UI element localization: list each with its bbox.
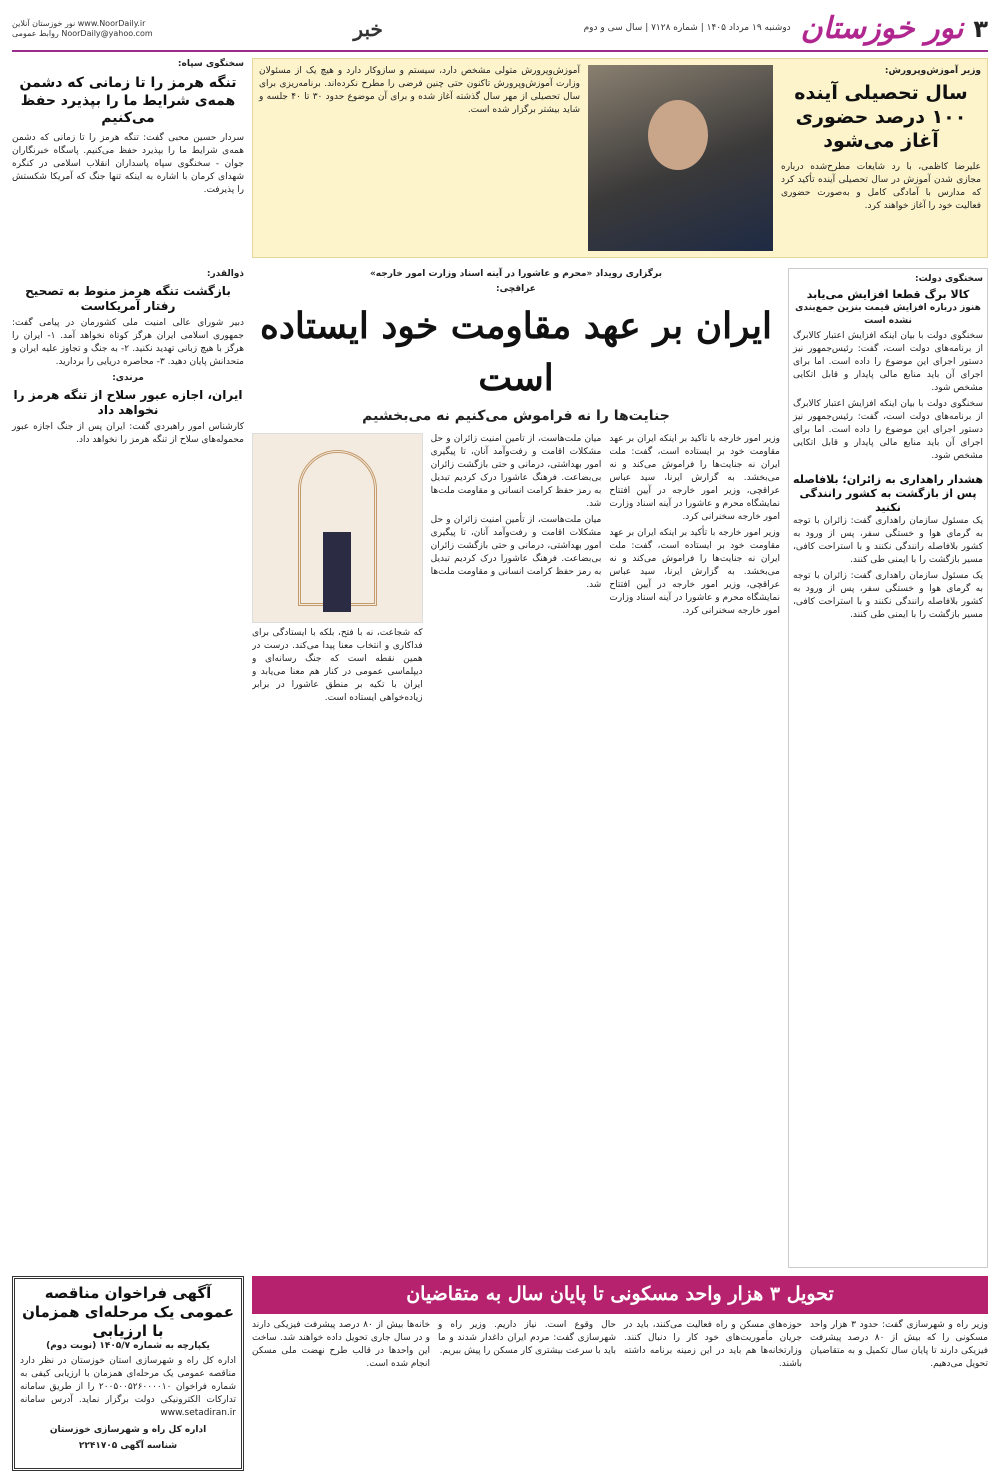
education-article [252, 58, 988, 258]
article-body: وزیر امور خارجه با تأکید بر اینکه ایران بر عهد مقاومت خود بر ایستاده است، گفت: ملت ایران نه جنایت‌ها را فراموش می‌کند و نه می‌بخشد. به گزارش ایرنا، سید عباس عراقچی، وزیر امور خارجه در آیین افتتاح نمایشگاه محرم و عاشورا در آینه اسناد وزارت امور خارجه سخنرانی کرد. [609, 528, 780, 617]
main-article [252, 268, 780, 1268]
section-title: خبر [353, 16, 383, 41]
top-row [12, 58, 988, 258]
article-body: میان ملت‌هاست، از تأمین امنیت زائران و حل مشکلات اقامت و رفت‌وآمد آنان، تا پیگیری امور بهداشتی، درمانی و حتی بازگشت زائران بی‌بضاعت. فرهنگ عاشورا درک کردیم تبدیل به رمز حفظ کرامت انسانی و مقاومت ملت‌ها شد. [430, 433, 602, 509]
article-kicker: ذوالقدر: [206, 269, 244, 279]
minister-photo [588, 65, 773, 251]
article-body: میان ملت‌هاست، از تأمین امنیت زائران و حل مشکلات اقامت و رفت‌وآمد آنان، تا پیگیری امور بهداشتی، درمانی و حتی بازگشت زائران بی‌بضاعت. فرهنگ عاشورا درک کردیم تبدیل به رمز حفظ کرامت انسانی و مقاومت ملت‌ها شد. [430, 515, 602, 591]
article-body: سخنگوی دولت با بیان اینکه افزایش اعتبار کالابرگ از برنامه‌های دولت است، گفت: رئیس‌جمهور نیز دستور اجرای این موضوع را داده است. اما برای اجرای آن باید منابع مالی پایدار و قابل اتکایی مشخص شود. [793, 399, 983, 462]
ad-body: اداره کل راه و شهرسازی استان خوزستان در نظر دارد مناقصه عمومی یک مرحله‌ای همزمان با ارزیابی کیفی به شماره فراخوان ۲۰۰۵۰۰۵۲۶۰۰۰۰۱۰ را از طریق سامانه تدارکات الکترونیکی دولت برگزار نماید. آدرس سامانه www.setadiran.ir [20, 1356, 236, 1419]
housing-article [252, 1276, 988, 1471]
article-kicker: سخنگوی دولت: [915, 274, 983, 284]
article-lead: علیرضا کاظمی، با رد شایعات مطرح‌شده درباره مجازی شدن آموزش در سال تحصیلی آینده تأکید کرد که مدارس با آمادگی کامل و به‌صورت حضوری فعالیت خود را آغاز خواهند کرد. [781, 162, 981, 212]
website-link[interactable]: نور خوزستان آنلاین www.NoorDaily.ir [12, 18, 146, 28]
middle-section [12, 268, 988, 1268]
article-body: حوزه‌های مسکن و راه فعالیت می‌کنند، باید در جریان مأموریت‌های خود کار را دنبال کنند. وزارتخانه‌ها هم باید در این زمینه برنامه داشته باشند. [624, 1319, 802, 1369]
article-body: سخنگوی دولت با بیان اینکه افزایش اعتبار کالابرگ از برنامه‌های دولت است، گفت: رئیس‌جمهور نیز دستور اجرای این موضوع را داده است. اما برای اجرای آن باید منابع مالی پایدار و قابل اتکایی مشخص شود. [793, 330, 983, 394]
article-body: سردار حسین محبی گفت: تنگه هرمز را تا زمانی که دشمن همه‌ی شرایط ما را بپذیرد حفظ می‌کنیم. پاسگاه خبرنگاران جوان - سخنگوی سپاه پاسداران انقلاب اسلامی در کنگره شهدای کرمان با اشاره به اینکه تنها جنگ که آمریکا شکستش را پذیرفت. [12, 132, 244, 195]
article-headline[interactable]: ایران، اجازه عبور سلاح از تنگه هرمز را نخواهد داد [13, 388, 243, 418]
article-kicker: وزیر آموزش‌وپرورش: [884, 66, 981, 76]
bottom-section [12, 1276, 988, 1471]
page-number: ۳ [973, 14, 988, 43]
article-headline[interactable]: هشدار راهداری به زائران؛ بلافاصله پس از بازگشت به کشور رانندگی نکنید [793, 473, 983, 514]
article-kicker: سخنگوی سپاه: [177, 59, 244, 69]
article-body: که شجاعت، نه با فتح، بلکه با ایستادگی برای فداکاری و انتخاب معنا پیدا می‌کند. درست در همین نقطه است که جنگ رسانه‌ای و دیپلماسی عمومی در کنار هم معنا می‌یابد و ایران با تکیه بر منطق عاشورا در برابر زیاده‌خواهی ایستاده است. [252, 627, 423, 703]
main-headline[interactable]: ایران بر عهد مقاومت خود ایستاده است [259, 305, 773, 400]
article-body: حال وقوع است. نیاز داریم. وزیر راه و شهرسازی گفت: مردم ایران داغدار شدند و ما باید با سرعت بیشتری کار مسکن را پیش ببریم. [438, 1319, 616, 1356]
article-headline[interactable]: تنگه هرمز را تا زمانی که دشمن همه‌ی شرایط ما را بپذیرد حفظ می‌کنیم [19, 75, 237, 127]
article-headline[interactable]: بازگشت تنگه هرمز منوط به تصحیح رفتار آمریکاست [25, 284, 231, 314]
irgc-article [12, 58, 244, 258]
article-headline[interactable]: کالا برگ قطعا افزایش می‌یابد [806, 288, 970, 302]
ad-code: شناسه آگهی ۲۲۴۱۷۰۵ [78, 1440, 178, 1451]
housing-headline[interactable]: تحویل ۳ هزار واحد مسکونی تا پایان سال به متقاضیان [252, 1276, 988, 1314]
right-column [788, 268, 988, 1268]
article-body: دبیر شورای عالی امنیت ملی کشورمان در پیامی گفت: جمهوری اسلامی ایران هرگز کوتاه نخواهد آمد. ۱- ایران را هرگز با هیچ زبانی تهدید نکنید. ۲- به جنگ و تجاوز علیه ایران و متحدانش پایان دهید. ۳- محاصره دریایی را بردارید. [12, 318, 244, 368]
article-body: وزیر امور خارجه با تأکید بر اینکه ایران بر عهد مقاومت خود بر ایستاده است، گفت: ملت ایران نه جنایت‌ها را فراموش می‌کند و نه می‌بخشد. به گزارش ایرنا، سید عباس عراقچی، وزیر امور خارجه در آیین افتتاح نمایشگاه محرم و عاشورا در آینه اسناد وزارت امور خارجه سخنرانی کرد. [609, 433, 780, 523]
article-body: کارشناس امور راهبردی گفت: ایران پس از جنگ اجازه عبور محموله‌های سلاح از تنگه هرمز را نخواهد داد. [12, 422, 244, 446]
masthead [12, 8, 988, 52]
event-photo [252, 433, 423, 623]
article-body: وزیر راه و شهرسازی گفت: حدود ۳ هزار واحد مسکونی را که بیش از ۸۰ درصد پیشرفت فیزیکی دارند تا پایان سال تکمیل و به متقاضیان تحویل می‌دهیم. [810, 1319, 989, 1369]
email-link[interactable]: روابط عمومی NoorDaily@yahoo.com [12, 29, 153, 38]
ad-organization: اداره کل راه و شهرسازی خوزستان [49, 1424, 207, 1435]
article-body: آموزش‌وپرورش متولی مشخص دارد، سیستم و سازوکار دارد و هیچ یک از مسئولان وزارت آموزش‌وپرورش تاکنون حتی چنین فرضی را مطرح نکرده‌اند. برنامه‌ریزی برای سال تحصیلی از مهر سال گذشته آغاز شده و برای آن موضوع حدود ۳۰ تا ۴۰ جلسه و شاید بیشتر برگزار شده است. [259, 66, 581, 116]
article-byline: عراقچی: [496, 284, 536, 295]
main-subhead: جنایت‌ها را نه فراموش می‌کنیم نه می‌بخشیم [362, 408, 670, 425]
issue-date: دوشنبه ۱۹ مرداد ۱۴۰۵ | شماره ۷۱۲۸ | سال سی و دوم [583, 23, 791, 34]
article-headline[interactable]: سال تحصیلی آینده ۱۰۰ درصد حضوری آغاز می‌شود [794, 82, 968, 152]
ad-subhead: یکپارچه به شماره ۱۴۰۵/۷ (نوبت دوم) [46, 1341, 210, 1352]
tender-advertisement [12, 1276, 244, 1471]
article-body: یک مسئول سازمان راهداری گفت: زائران با توجه به گرمای هوا و خستگی سفر، پس از ورود به کشور بلافاصله رانندگی نکنند و با استراحت کافی، مسیر بازگشت را با ایمنی طی کنند. [793, 570, 983, 620]
left-column [12, 268, 244, 1268]
article-subhead: هنوز درباره افزایش قیمت بنزین جمع‌بندی نشده است [795, 302, 981, 326]
newspaper-logo: نور خوزستان [800, 11, 964, 47]
contact-info [12, 19, 153, 40]
article-body: خانه‌ها بیش از ۸۰ درصد پیشرفت فیزیکی دارند و در سال جاری تحویل داده خواهند شد. ساخت این واحدها در قالب طرح نهضت ملی مسکن انجام شده است. [252, 1319, 431, 1369]
article-kicker: مرندی: [112, 373, 144, 384]
article-body: یک مسئول سازمان راهداری گفت: زائران با توجه به گرمای هوا و خستگی سفر، پس از ورود به کشور بلافاصله رانندگی نکنند و با استراحت کافی، مسیر بازگشت را با ایمنی طی کنند. [793, 515, 983, 565]
ad-headline[interactable]: آگهی فراخوان مناقصه عمومی یک مرحله‌ای همزمان با ارزیابی [22, 1284, 234, 1340]
article-kicker: برگزاری رویداد «محرم و عاشورا در آینه اسناد وزارت امور خارجه» [369, 269, 663, 279]
